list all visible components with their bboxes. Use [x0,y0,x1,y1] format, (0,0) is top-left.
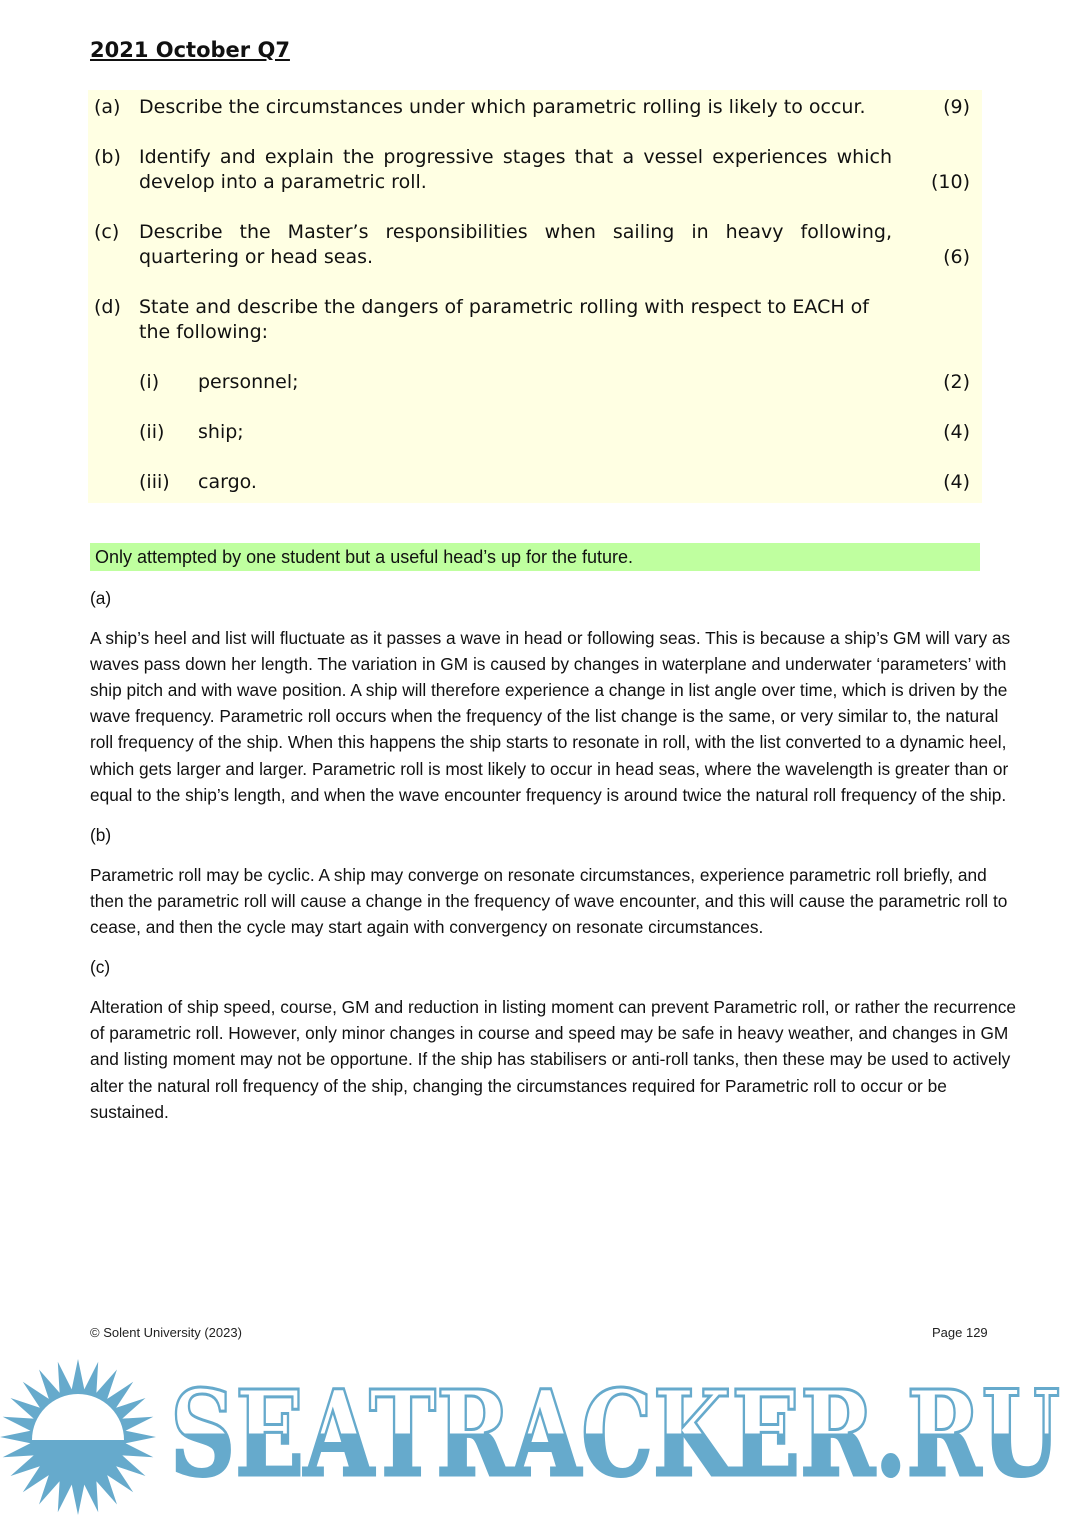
question-marks: (9) [943,96,970,118]
subquestion-label: (iii) [139,471,170,493]
subquestion-indent [94,470,139,495]
answer-text-b: Parametric roll may be cyclic. A ship may converge on resonate circumstances, experience parametric roll briefly, and then the parametric roll will cause a change in the frequency of wave encounter, and this will cause the parametric roll to cease, and then the cycle may start again with convergency on resonate circumstances. [90,864,1008,938]
footer-copyright: © Solent University (2023) [90,1325,242,1340]
subquestion-i [88,370,982,395]
question-d [88,295,982,345]
answer-label-c: (c) [90,957,111,978]
footer-page-number: Page 129 [932,1325,988,1340]
subquestion-text: ship; [198,421,244,443]
subquestion-label: (i) [139,371,160,393]
question-c [88,220,982,270]
question-text: Describe the Master’s responsibilities when sailing in heavy following, quartering or head seas. [139,221,892,268]
question-label: (d) [94,296,121,318]
subquestion-text: personnel; [198,371,299,393]
question-label: (c) [94,221,120,243]
subquestion-text: cargo. [198,471,257,493]
question-marks: (10) [930,171,970,193]
question-label: (b) [94,146,121,168]
page-title: 2021 October Q7 [90,38,290,62]
question-text: State and describe the dangers of parametric rolling with respect to EACH of the following: [139,296,869,343]
sun-icon [0,1359,156,1515]
question-box [88,90,982,503]
subquestion-marks: (4) [943,421,970,443]
subquestion-marks: (2) [943,371,970,393]
answer-text-a: A ship’s heel and list will fluctuate as it passes a wave in head or following seas. This is because a ship’s GM will vary as waves pass down her length. The variation in GM is caused by changes in waterplane and underwater ‘parameters’ with ship pitch and with wave position. A ship will therefore experience a change in list angle over time, which is driven by the wave frequency. Parametric roll occurs when the frequency of the list change is the same, or very similar to, the natural roll frequency of the ship. When this happens the ship starts to resonate in roll, with the list converted to a dynamic heel, which gets larger and larger. Parametric roll is most likely to occur in head seas, where the wavelength is greater than or equal to the ship’s length, and when the wave encounter frequency is around twice the natural roll frequency of the ship. [90,628,1011,805]
question-b [88,145,982,195]
subquestion-indent [94,370,139,395]
question-text: Describe the circumstances under which parametric rolling is likely to occur. [139,96,866,118]
subquestion-ii [88,420,982,445]
seatracker-watermark [0,1355,1080,1515]
answer-label-b: (b) [90,824,112,845]
subquestion-indent [94,420,139,445]
question-label: (a) [94,96,121,118]
subquestion-label: (ii) [139,421,165,443]
question-text: Identify and explain the progressive stages that a vessel experiences which develop into a parametric roll. [139,146,892,193]
subquestion-marks: (4) [943,471,970,493]
question-a [88,95,982,120]
highlight-note: Only attempted by one student but a useful head’s up for the future. [90,543,980,571]
answer-text-c: Alteration of ship speed, course, GM and reduction in listing moment can prevent Parametric roll, or rather the recurrence of parametric roll. However, only minor changes in course and speed may be safe in heavy weather, and changes in GM and listing moment may not be opportune. If the ship has stabilisers or anti-roll tanks, then these may be used to actively alter the natural roll frequency of the ship, changing the circumstances required for Parametric roll to occur or be sustained. [90,997,1016,1122]
question-marks: (6) [943,246,970,268]
subquestion-iii [88,470,982,495]
answer-label-a: (a) [90,588,112,608]
watermark-text: SEATRACKER.RU [170,1364,1060,1503]
